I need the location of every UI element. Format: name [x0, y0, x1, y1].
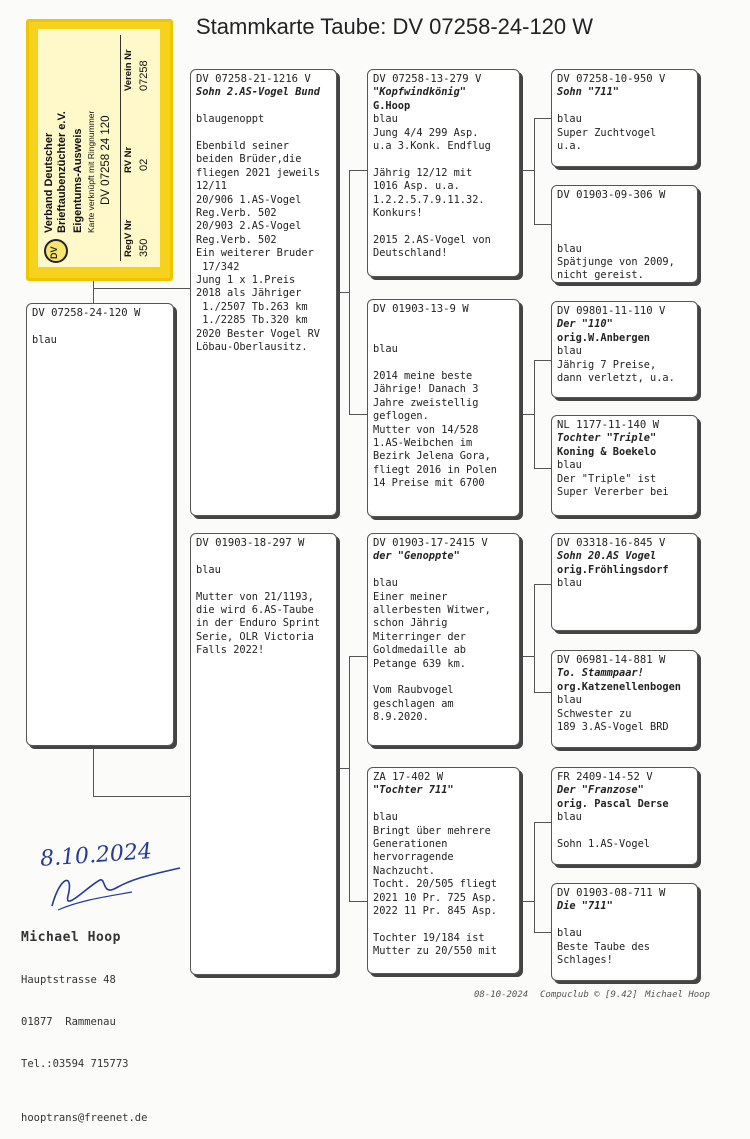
info-line: blau	[373, 113, 398, 126]
pigeon-name: Tochter "Triple"	[557, 432, 657, 445]
pigeon-card-dam-dam	[367, 767, 520, 974]
verein-label: Verein Nr	[123, 49, 134, 91]
info-line: beiden Brüder,die	[196, 153, 302, 166]
info-line	[196, 550, 331, 563]
info-line: blau	[557, 459, 582, 472]
info-line: Jung 1 x 1.Preis	[196, 274, 296, 287]
connector-line	[534, 692, 552, 693]
info-line: hervorragende	[373, 851, 454, 864]
info-line: Ein weiterer Bruder	[196, 247, 314, 260]
doc-subtitle: Karte verknüpft mit Ringnummer	[86, 110, 96, 233]
ring-number: DV 01903-08-711 W	[557, 887, 666, 899]
pigeon-name: To. Stammpaar!	[557, 667, 644, 680]
info-line: in der Enduro Sprint	[196, 617, 320, 630]
ring-number: DV 07258-24-120 W	[32, 307, 141, 319]
connector-line	[534, 118, 552, 119]
info-line	[32, 320, 168, 333]
ring-number: DV 01903-17-2415 V	[373, 537, 488, 549]
ring-number: DV 06981-14-881 W	[557, 654, 666, 666]
connector-line	[519, 656, 535, 657]
info-line	[373, 153, 514, 166]
info-line: blau	[373, 343, 398, 356]
page-title: Stammkarte Taube: DV 07258-24-120 W	[196, 14, 594, 39]
owner-address	[21, 903, 147, 1139]
info-line: 20/906 1.AS-Vogel	[196, 193, 302, 206]
info-line: blau	[557, 694, 582, 707]
info-line: 17/342	[196, 260, 240, 273]
info-line: Schlages!	[557, 954, 613, 967]
handwritten-date: 8.10.2024	[39, 839, 153, 872]
footer-software: Compuclub © [9.42]	[540, 990, 638, 1000]
info-line	[557, 100, 692, 113]
footer-date: 08-10-2024	[474, 990, 529, 1000]
ring-number: DV 07258-21-1216 V	[196, 73, 311, 85]
owner-city: 01877 Rammenau	[21, 1016, 116, 1028]
info-line: fliegen 2021 jeweils	[196, 166, 320, 179]
info-line: Generationen	[373, 838, 448, 851]
info-line: Konkurs!	[373, 207, 423, 220]
pigeon-name: Sohn 20.AS Vogel	[557, 550, 657, 563]
info-line	[373, 330, 514, 343]
info-line: Mutter zu 20/550 mit	[373, 945, 497, 958]
info-line: Miterringer der	[373, 630, 466, 643]
connector-line	[534, 468, 552, 469]
info-line: 1.AS-Weibchen im	[373, 437, 473, 450]
connector-line	[349, 656, 350, 902]
info-line	[557, 229, 692, 242]
association-logo-icon	[44, 239, 68, 263]
info-line: u.a 3.Konk. Endflug	[373, 140, 491, 153]
info-line: 1.2.2.5.7.9.11.32.	[373, 193, 485, 206]
pigeon-name: "Kopfwindkönig"	[373, 86, 466, 99]
pigeon-name: Der "Franzose"	[557, 784, 644, 797]
connector-line	[349, 170, 369, 171]
pigeon-card-sire	[190, 69, 337, 516]
info-line: blau	[373, 811, 398, 824]
breeder-origin: orig.W.Anbergen	[557, 331, 650, 344]
info-line: geschlagen am	[373, 697, 454, 710]
info-line: 2018 als Jähriger	[196, 287, 302, 300]
connector-line	[534, 932, 552, 933]
info-line	[557, 202, 692, 215]
pigeon-name: Die "711"	[557, 900, 613, 913]
info-line: Jährig 7 Preise,	[557, 358, 657, 371]
connector-line	[519, 170, 535, 171]
info-line	[373, 564, 514, 577]
connector-line	[534, 360, 535, 468]
connector-line	[534, 584, 535, 692]
info-line: 2022 11 Pr. 845 Asp.	[373, 905, 497, 918]
info-line: Jahre zweistellig	[373, 396, 479, 409]
regv-label: RegV Nr	[123, 219, 134, 257]
connector-line	[534, 224, 552, 225]
ring-number: DV 01903-18-297 W	[196, 537, 305, 549]
rv-label: RV Nr	[123, 146, 134, 173]
info-line: blau	[557, 927, 582, 940]
connector-line	[534, 360, 552, 361]
connector-line	[349, 414, 369, 415]
info-line: Beste Taube des	[557, 940, 650, 953]
info-line	[196, 100, 331, 113]
pigeon-name: der "Genoppte"	[373, 550, 460, 563]
connector-line	[349, 656, 369, 657]
ring-number: DV 01903-13-9 W	[373, 303, 469, 315]
pigeon-card-ss-dam	[551, 185, 698, 283]
connector-line	[336, 768, 350, 769]
info-line: Tocht. 20/505 fliegt	[373, 878, 497, 891]
info-line: Spätjunge von 2009,	[557, 255, 675, 268]
pigeon-card-sd-dam	[551, 415, 698, 516]
info-line: fliegt 2016 in Polen	[373, 463, 497, 476]
info-line	[373, 316, 514, 329]
connector-line	[534, 822, 535, 932]
info-line: Mutter von 14/528	[373, 423, 479, 436]
connector-line	[519, 901, 535, 902]
breeder-origin: G.Hoop	[373, 99, 411, 112]
info-line	[373, 671, 514, 684]
verein-value: 07258	[138, 60, 150, 91]
info-line: Nachzucht.	[373, 864, 435, 877]
info-line: 20/903 2.AS-Vogel	[196, 220, 302, 233]
info-line	[373, 220, 514, 233]
connector-line	[519, 414, 535, 415]
pigeon-card-sd-sire	[551, 301, 698, 398]
info-line: u.a.	[557, 140, 582, 153]
connector-line	[534, 822, 552, 823]
info-line: allerbesten Witwer,	[373, 604, 491, 617]
ring-number: DV 01903-09-306 W	[557, 189, 666, 201]
info-line: Tochter 19/184 ist	[373, 931, 485, 944]
info-line: Petange 639 km.	[373, 657, 466, 670]
info-line: Jung 4/4 299 Asp.	[373, 126, 479, 139]
info-line: Der "Triple" ist	[557, 472, 657, 485]
connector-line	[349, 170, 350, 415]
info-line: Deutschland!	[373, 247, 448, 260]
info-line: Falls 2022!	[196, 644, 265, 657]
org-name-line1: Verband Deutscher	[43, 132, 55, 233]
info-line	[373, 798, 514, 811]
doc-title: Eigentums-Ausweis	[72, 128, 84, 233]
info-line	[196, 127, 331, 140]
connector-line	[349, 901, 369, 902]
info-line: 2015 2.AS-Vogel von	[373, 233, 491, 246]
pigeon-name: Der "110"	[557, 318, 613, 331]
info-line: Goldmedaille ab	[373, 644, 466, 657]
footer-author: Michael Hoop	[645, 990, 711, 1000]
info-line: Super Zuchtvogel	[557, 126, 657, 139]
owner-street: Hauptstrasse 48	[21, 974, 116, 986]
pigeon-card-sire-dam	[367, 299, 520, 517]
pigeon-card-ds-sire	[551, 533, 698, 631]
owner-email: hooptrans@freenet.de	[21, 1112, 148, 1124]
info-line: Super Vererber bei	[557, 486, 669, 499]
info-line: 8.9.2020.	[373, 711, 429, 724]
pigeon-card-ds-dam	[551, 650, 698, 748]
info-line: Bringt über mehrere	[373, 824, 491, 837]
info-line: 12/11	[196, 180, 227, 193]
info-line: 1./2507 Tb.263 km	[196, 300, 308, 313]
ring-number: DV 09801-11-110 V	[557, 305, 666, 317]
pigeon-card-dam	[190, 533, 337, 975]
info-line: blau	[373, 577, 398, 590]
info-line: blau	[557, 113, 582, 126]
info-line	[557, 825, 692, 838]
info-line: 189 3.AS-Vogel BRD	[557, 721, 669, 734]
info-line: Einer meiner	[373, 590, 448, 603]
info-line: blau	[557, 345, 582, 358]
connector-line	[93, 288, 193, 289]
info-line: Bezirk Jelena Gora,	[373, 450, 491, 463]
pigeon-name: "Tochter 711"	[373, 784, 454, 797]
rv-value: 02	[138, 158, 150, 171]
breeder-origin: orig.Fröhlingsdorf	[557, 563, 669, 576]
info-line: blau	[557, 577, 582, 590]
info-line: nicht gereist.	[557, 269, 644, 282]
info-line	[373, 357, 514, 370]
info-line: Vom Raubvogel	[373, 684, 454, 697]
info-line: Schwester zu	[557, 707, 632, 720]
connector-line	[534, 118, 535, 224]
regv-value: 350	[138, 238, 150, 257]
info-line: Jährige! Danach 3	[373, 383, 479, 396]
pigeon-card-main	[26, 303, 174, 746]
info-line: Mutter von 21/1193,	[196, 590, 314, 603]
info-line	[557, 914, 692, 927]
ring-number: DV 07258 24 120	[100, 115, 112, 205]
pigeon-name: Sohn "711"	[557, 86, 619, 99]
owner-phone: Tel.:03594 715773	[21, 1058, 129, 1070]
pigeon-card-sire-sire	[367, 69, 520, 277]
info-line	[557, 216, 692, 229]
info-line: die wird 6.AS-Taube	[196, 604, 314, 616]
info-line	[373, 918, 514, 931]
breeder-origin: Koning & Boekelo	[557, 445, 657, 458]
info-line: schon Jährig	[373, 617, 448, 630]
info-line: blau	[32, 333, 57, 346]
pigeon-name: Sohn 2.AS-Vogel Bund	[196, 86, 320, 99]
pigeon-card-ss-sire	[551, 69, 698, 167]
breeder-origin: org.Katzenellenbogen	[557, 680, 681, 693]
ownership-card	[26, 19, 173, 281]
connector-line	[93, 796, 193, 797]
info-line: Sohn 1.AS-Vogel	[557, 838, 650, 851]
info-line: Reg.Verb. 502	[196, 233, 277, 246]
info-line: Ebenbild seiner	[196, 140, 289, 152]
info-line: Jährig 12/12 mit	[373, 166, 473, 179]
connector-line	[93, 746, 94, 796]
info-line: 2020 Bester Vogel RV	[196, 327, 320, 340]
info-line	[196, 577, 331, 590]
owner-name: Michael Hoop	[21, 930, 121, 945]
pigeon-card-dam-sire	[367, 533, 520, 746]
info-line: Reg.Verb. 502	[196, 207, 277, 220]
info-line: blau	[557, 811, 582, 824]
info-line: blau	[196, 563, 221, 576]
connector-line	[336, 292, 350, 293]
pigeon-card-dd-sire	[551, 767, 698, 865]
connector-line	[534, 584, 552, 585]
info-line: 14 Preise mit 6700	[373, 477, 485, 490]
info-line: blau	[557, 242, 582, 255]
ring-number: NL 1177-11-140 W	[557, 419, 660, 431]
info-line: Serie, OLR Victoria	[196, 630, 314, 643]
ring-number: DV 07258-10-950 V	[557, 73, 666, 85]
ring-number: FR 2409-14-52 V	[557, 771, 653, 783]
info-line: 1./2285 Tb.320 km	[196, 314, 308, 327]
breeder-origin: orig. Pascal Derse	[557, 797, 669, 810]
info-line: 1016 Asp. u.a.	[373, 180, 460, 193]
ring-number: DV 03318-16-845 V	[557, 537, 666, 549]
info-line: dann verletzt, u.a.	[557, 372, 675, 385]
ring-number: ZA 17-402 W	[373, 771, 444, 783]
info-line: 2021 10 Pr. 725 Asp.	[373, 891, 497, 904]
info-line: 2014 meine beste	[373, 369, 473, 382]
ring-number: DV 07258-13-279 V	[373, 73, 482, 85]
org-name-line2: Brieftaubenzüchter e.V.	[56, 111, 68, 233]
pigeon-card-dd-dam	[551, 883, 698, 981]
info-line: blaugenoppt	[196, 113, 265, 126]
info-line: Löbau-Oberlausitz.	[196, 341, 308, 354]
info-line: geflogen.	[373, 410, 429, 423]
